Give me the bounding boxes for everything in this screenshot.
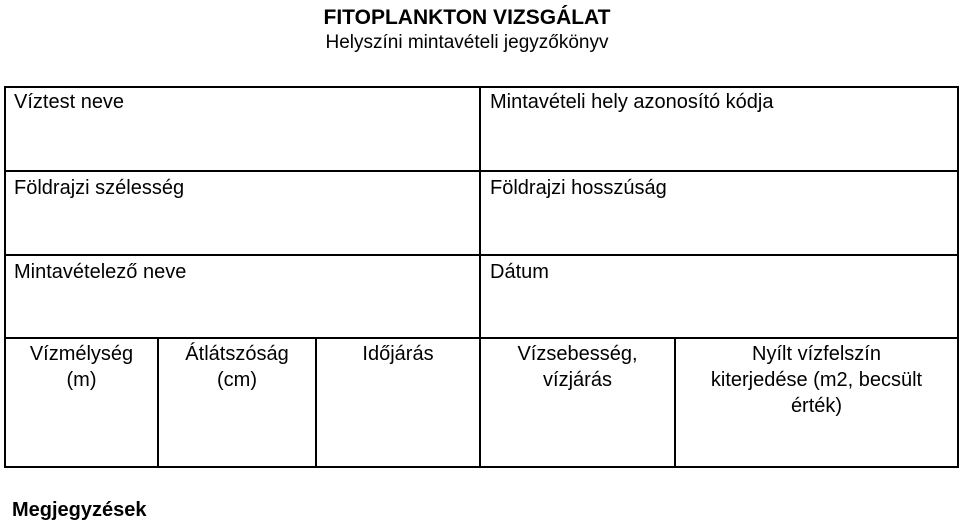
sampling-form-table xyxy=(4,86,959,468)
document-title: FITOPLANKTON VIZSGÁLAT xyxy=(323,6,611,29)
latitude-field[interactable] xyxy=(6,172,481,254)
weather-label xyxy=(317,341,479,367)
longitude-field[interactable] xyxy=(481,172,957,254)
open-water-area-field[interactable] xyxy=(676,339,957,466)
open-water-area-label xyxy=(676,341,957,419)
weather-field[interactable] xyxy=(317,339,481,466)
form-row-sampler xyxy=(6,256,957,339)
transparency-label-line1: Átlátszóság xyxy=(185,343,289,365)
water-velocity-label xyxy=(481,341,674,393)
form-row-coordinates xyxy=(6,172,957,256)
water-depth-label-line1: Vízmélység xyxy=(29,343,134,365)
transparency-label xyxy=(159,341,315,393)
document-subtitle: Helyszíni mintavételi jegyzőkönyv xyxy=(325,32,609,53)
form-row-waterbody xyxy=(6,88,957,172)
water-velocity-label-line1: Vízsebesség, xyxy=(517,343,638,365)
site-code-label: Mintavételi hely azonosító kódja xyxy=(490,91,774,113)
transparency-label-line2: (cm) xyxy=(217,369,257,391)
date-label: Dátum xyxy=(490,261,549,283)
latitude-label: Földrajzi szélesség xyxy=(14,177,185,199)
water-depth-field[interactable] xyxy=(6,339,159,466)
water-velocity-label-line2: vízjárás xyxy=(543,369,612,391)
longitude-label: Földrajzi hosszúság xyxy=(490,177,667,199)
water-depth-label-line2: (m) xyxy=(66,369,97,391)
notes-label: Megjegyzések xyxy=(12,499,147,521)
sampler-name-field[interactable] xyxy=(6,256,481,337)
waterbody-name-field[interactable] xyxy=(6,88,481,170)
water-depth-label xyxy=(6,341,157,393)
open-water-area-label-line1: Nyílt vízfelszín xyxy=(752,343,881,365)
date-field[interactable] xyxy=(481,256,957,337)
site-code-field[interactable] xyxy=(481,88,957,170)
sampler-name-label: Mintavételező neve xyxy=(14,261,187,283)
weather-label-line1: Időjárás xyxy=(362,343,434,365)
water-velocity-field[interactable] xyxy=(481,339,676,466)
form-row-measurements xyxy=(6,339,957,466)
waterbody-name-label: Víztest neve xyxy=(14,91,125,113)
open-water-area-label-line2: kiterjedése (m2, becsült xyxy=(710,369,923,391)
transparency-field[interactable] xyxy=(159,339,317,466)
open-water-area-label-line3: érték) xyxy=(790,395,843,417)
